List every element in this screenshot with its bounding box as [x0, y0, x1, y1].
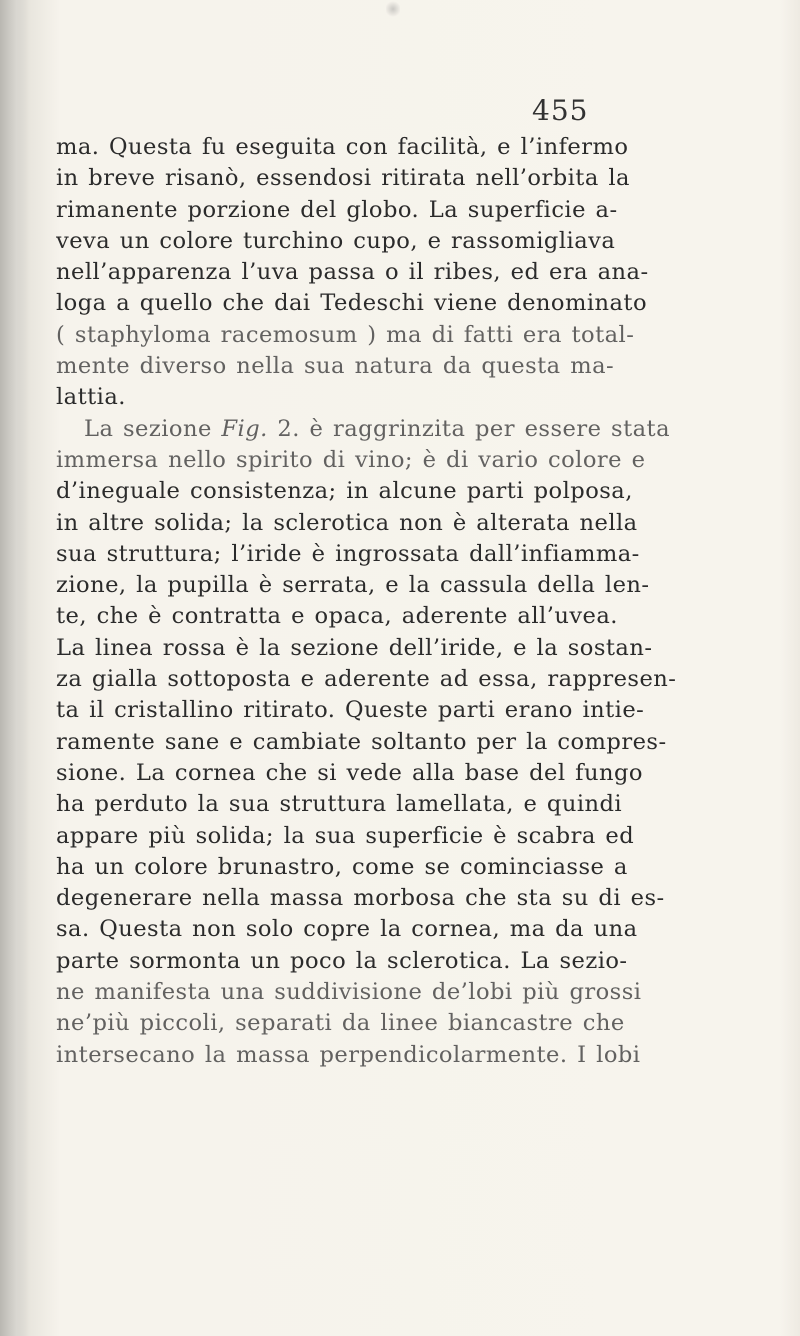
- text-line: La linea rossa è la sezione dell’iride, e la sostan-: [56, 634, 653, 661]
- text-line: veva un colore turchino cupo, e rassomigliava: [56, 227, 616, 254]
- text-line: mente diverso nella sua natura da questa ma-: [56, 353, 615, 380]
- text-line: sione. La cornea che si vede alla base del fungo: [56, 759, 643, 786]
- text-line: te, che è contratta e opaca, aderente all’uvea.: [56, 603, 618, 630]
- text-line: sua struttura; l’iride è ingrossata dall’infiamma-: [56, 540, 640, 567]
- text-line: zione, la pupilla è serrata, e la cassula della len-: [56, 572, 650, 599]
- text-line: intersecano la massa perpendicolarmente. I lobi: [56, 1041, 641, 1068]
- text-line: immersa nello spirito di vino; è di vario colore e: [56, 446, 646, 473]
- line-text-before-figure: La sezione: [84, 415, 222, 442]
- line-text-after-figure: 2. è raggrinzita per essere stata: [267, 415, 670, 442]
- text-line: nell’apparenza l’uva passa o il ribes, ed era ana-: [56, 259, 649, 286]
- figure-reference: Fig.: [221, 415, 268, 442]
- text-line: appare più solida; la sua superficie è scabra ed: [56, 822, 635, 849]
- text-line: d’ineguale consistenza; in alcune parti polposa,: [56, 478, 633, 505]
- text-line: in breve risanò, essendosi ritirata nell’orbita la: [56, 165, 630, 192]
- scan-speck: [386, 0, 400, 18]
- text-line: loga a quello che dai Tedeschi viene denominato: [56, 290, 648, 317]
- text-line: ha perduto la sua struttura lamellata, e quindi: [56, 791, 623, 818]
- text-line: ramente sane e cambiate soltanto per la compres-: [56, 728, 667, 755]
- body-text: [56, 132, 770, 1071]
- text-line: ma. Questa fu eseguita con facilità, e l’infermo: [56, 134, 629, 160]
- text-line: ha un colore brunastro, come se cominciasse a: [56, 853, 628, 880]
- text-line: rimanente porzione del globo. La superficie a-: [56, 196, 618, 223]
- text-line: lattia.: [56, 384, 126, 411]
- text-line: degenerare nella massa morbosa che sta su di es-: [56, 885, 665, 912]
- text-line: ( staphyloma racemosum ) ma di fatti era total-: [56, 321, 635, 348]
- page-binding-shadow: [0, 0, 30, 1336]
- text-line: parte sormonta un poco la sclerotica. La sezio-: [56, 947, 628, 974]
- paragraph-start-line: [56, 414, 770, 445]
- text-line: sa. Questa non solo copre la cornea, ma da una: [56, 916, 638, 943]
- text-line: ta il cristallino ritirato. Queste parti erano intie-: [56, 697, 645, 724]
- text-line: ne’più piccoli, separati da linee biancastre che: [56, 1010, 625, 1037]
- page-number: 455: [532, 94, 589, 127]
- text-line: za gialla sottoposta e aderente ad essa, rappresen-: [56, 666, 677, 693]
- text-line: ne manifesta una suddivisione de’lobi più grossi: [56, 979, 642, 1006]
- text-line: in altre solida; la sclerotica non è alterata nella: [56, 509, 638, 536]
